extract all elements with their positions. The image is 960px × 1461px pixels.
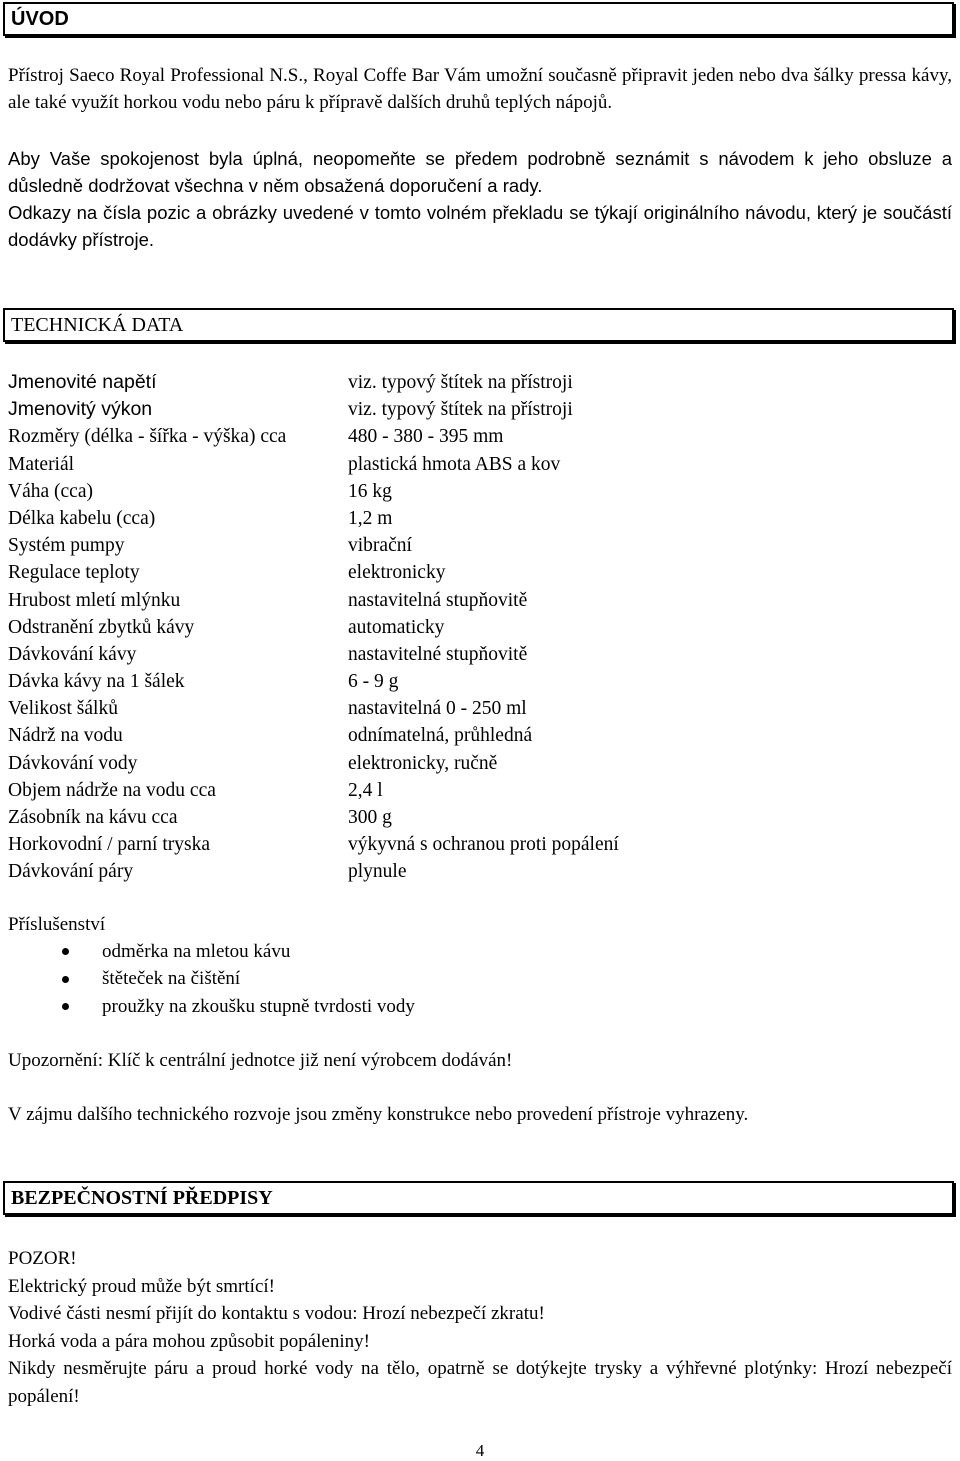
spec-row (8, 831, 948, 858)
spec-label: Jmenovitý výkon (8, 398, 153, 421)
spec-value: vibrační (348, 535, 412, 557)
spec-row (8, 478, 948, 505)
intro-paragraph-2: Aby Vaše spokojenost byla úplná, neopomeňte se předem podrobně seznámit s návodem k jeho obsluze a důsledně dodržovat všechna v něm obsažená doporučení a rady. (8, 148, 952, 196)
spec-value: 2,4 l (348, 779, 383, 801)
spec-row (8, 614, 948, 641)
spec-value: plastická hmota ABS a kov (348, 453, 561, 475)
section-heading-intro (3, 2, 954, 36)
spec-value: 1,2 m (348, 507, 393, 529)
spec-value: 300 g (348, 807, 392, 828)
spec-row (8, 369, 948, 396)
spec-row (8, 668, 948, 695)
spec-label: Dávkování kávy (8, 643, 137, 665)
spec-value: nastavitelná 0 - 250 ml (348, 698, 527, 720)
intro-paragraph-3: Odkazy na čísla pozic a obrázky uvedené v tomto volném překladu se týkají originálního návodu, který je součástí dodávky přístroje. (8, 202, 952, 250)
spec-label: Váha (cca) (8, 480, 93, 502)
safety-line: Elektrický proud může být smrtící! (8, 1275, 275, 1297)
spec-label: Objem nádrže na vodu cca (8, 779, 216, 801)
reserve-text: V zájmu dalšího technického rozvoje jsou změny konstrukce nebo provedení přístroje vyhrazeny. (8, 1104, 749, 1125)
spec-row (8, 750, 948, 777)
spec-value: viz. typový štítek na přístroji (348, 372, 573, 393)
spec-row (8, 532, 948, 559)
notice-text: Upozornění: Klíč k centrální jednotce již není výrobcem dodáván! (8, 1050, 513, 1071)
spec-row (8, 858, 948, 885)
accessory-text: odměrka na mletou kávu (102, 940, 291, 962)
spec-value: automaticky (348, 616, 445, 638)
spec-label: Zásobník na kávu cca (8, 807, 178, 828)
spec-row (8, 423, 948, 450)
spec-row (8, 559, 948, 586)
spec-label: Nádrž na vodu (8, 725, 123, 747)
spec-value: elektronicky, ručně (348, 752, 498, 774)
spec-label: Dávkování vody (8, 752, 138, 774)
spec-row (8, 695, 948, 722)
spec-value: 480 - 380 - 395 mm (348, 426, 504, 448)
safety-line: Nikdy nesměrujte páru a proud horké vody na tělo, opatrně se dotýkejte trysky a výhřevné plotýnky: Hrozí nebezpečí popálení! (8, 1358, 952, 1407)
spec-value: viz. typový štítek na přístroji (348, 399, 573, 421)
list-item (62, 938, 415, 966)
spec-value: nastavitelná stupňovitě (348, 589, 528, 611)
spec-value: odnímatelná, průhledná (348, 725, 533, 747)
section-heading-technical-data (3, 308, 954, 342)
safety-line: POZOR! (8, 1248, 77, 1269)
spec-row (8, 451, 948, 478)
spec-row (8, 777, 948, 804)
spec-label: Systém pumpy (8, 535, 125, 557)
spec-value: výkyvná s ochranou proti popálení (348, 834, 619, 856)
spec-value: 6 - 9 g (348, 671, 399, 693)
spec-label: Odstranění zbytků kávy (8, 616, 195, 638)
accessories-list (62, 938, 415, 1021)
intro-paragraph-1: Přístroj Saeco Royal Professional N.S., Royal Coffe Bar Vám umožní současně připravit jeden nebo dva šálky pressa kávy, ale také využít horkou vodu nebo páru k přípravě dalších druhů teplých nápojů. (8, 65, 952, 113)
spec-label: Materiál (8, 453, 75, 475)
list-item (62, 966, 415, 994)
technical-data-heading-text: TECHNICKÁ DATA (11, 313, 184, 336)
spec-row (8, 722, 948, 749)
spec-value: nastavitelné stupňovitě (348, 643, 528, 665)
spec-row (8, 505, 948, 532)
bullet-icon (62, 1003, 69, 1010)
spec-value: elektronicky (348, 562, 446, 584)
section-heading-safety (3, 1181, 954, 1215)
list-item (62, 993, 415, 1021)
spec-label: Horkovodní / parní tryska (8, 834, 211, 856)
accessory-text: štěteček na čištění (102, 968, 241, 990)
spec-row (8, 804, 948, 831)
spec-value: plynule (348, 861, 407, 883)
page-number: 4 (475, 1441, 485, 1460)
spec-label: Hrubost mletí mlýnku (8, 589, 181, 611)
safety-line: Vodivé části nesmí přijít do kontaktu s vodou: Hrozí nebezpečí zkratu! (8, 1303, 545, 1324)
spec-label: Velikost šálků (8, 698, 118, 720)
spec-label: Jmenovité napětí (8, 371, 157, 393)
safety-block (8, 1245, 952, 1410)
spec-label: Délka kabelu (cca) (8, 507, 156, 529)
spec-value: 16 kg (348, 480, 392, 502)
safety-heading-text: BEZPEČNOSTNÍ PŘEDPISY (11, 1186, 273, 1209)
spec-row (8, 641, 948, 668)
spec-row (8, 396, 948, 423)
intro-heading-text: ÚVOD (11, 7, 69, 30)
safety-line: Horká voda a pára mohou způsobit popáleniny! (8, 1330, 370, 1352)
accessory-text: proužky na zkoušku stupně tvrdosti vody (102, 995, 415, 1017)
spec-label: Rozměry (délka - šířka - výška) cca (8, 426, 287, 448)
spec-label: Regulace teploty (8, 562, 140, 584)
bullet-icon (62, 976, 69, 983)
spec-table (8, 369, 948, 886)
accessories-title: Příslušenství (8, 914, 106, 935)
spec-label: Dávka kávy na 1 šálek (8, 671, 185, 693)
spec-row (8, 587, 948, 614)
spec-label: Dávkování páry (8, 861, 134, 883)
bullet-icon (62, 948, 69, 955)
